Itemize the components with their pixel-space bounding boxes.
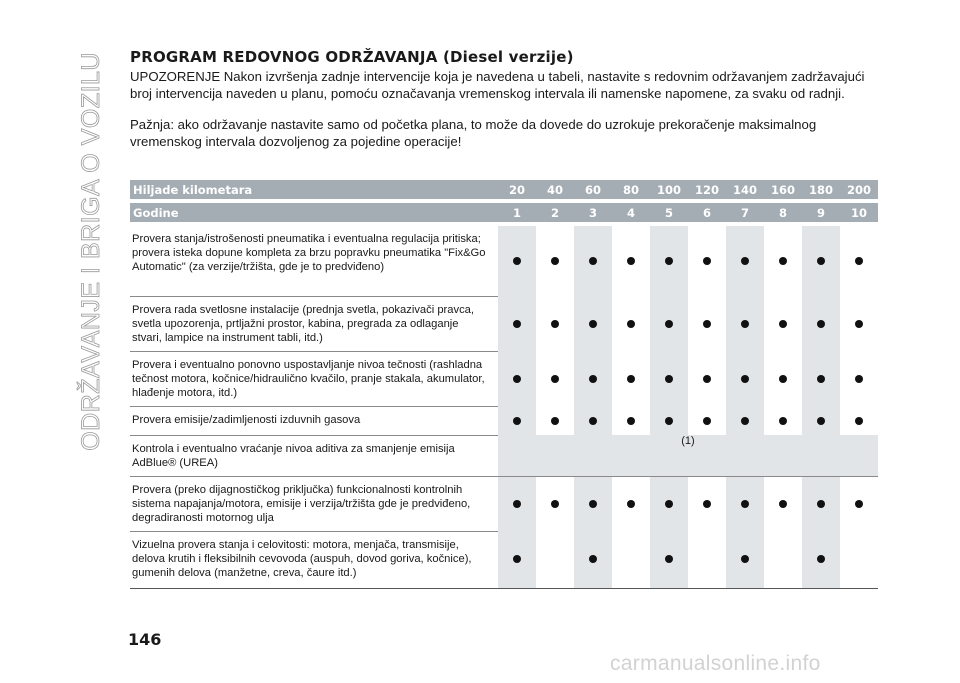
check-dot-icon (551, 500, 559, 508)
header-km-row-value: 120 (688, 180, 726, 199)
interval-cell (802, 406, 840, 435)
interval-cell (802, 296, 840, 351)
header-years-row-value: 7 (726, 203, 764, 222)
interval-cell (802, 531, 840, 588)
header-years-row-value: 1 (498, 203, 536, 222)
check-dot-icon (627, 320, 635, 328)
interval-cell (650, 406, 688, 435)
maintenance-schedule-table (130, 180, 878, 589)
interval-cell (726, 476, 764, 531)
check-dot-icon (779, 417, 787, 425)
header-years-row-value: 10 (840, 203, 878, 222)
attention-paragraph: Pažnja: ako održavanje nastavite samo od početka plana, to može da dovede do uzrokuje prekoračenje maksimalnog vremenskog intervala dozvoljenog za pojedine operacije! (130, 117, 817, 149)
interval-cell (840, 296, 878, 351)
interval-cell (840, 226, 878, 296)
interval-cell (612, 531, 650, 588)
check-dot-icon (703, 417, 711, 425)
check-dot-icon (665, 320, 673, 328)
check-dot-icon (779, 375, 787, 383)
check-dot-icon (779, 500, 787, 508)
check-dot-icon (855, 375, 863, 383)
header-years-row-value: 8 (764, 203, 802, 222)
interval-cell (574, 226, 612, 296)
header-km-row-value: 60 (574, 180, 612, 199)
interval-cell (688, 296, 726, 351)
check-dot-icon (665, 555, 673, 563)
operation-description: Provera rada svetlosne instalacije (prednja svetla, pokazivači pravca, svetla upozorenja, prtljažni prostor, kabina, pregrada za odlaganje stvari, lampice na instrument tabli, itd.) (130, 296, 498, 351)
check-dot-icon (817, 555, 825, 563)
watermark: carmanualsonline.info (610, 652, 821, 675)
header-years-row-value: 5 (650, 203, 688, 222)
table-row (130, 531, 878, 588)
interval-cell (840, 476, 878, 531)
interval-cell (726, 296, 764, 351)
interval-cell (498, 531, 536, 588)
interval-cell (802, 351, 840, 406)
interval-cell (688, 226, 726, 296)
interval-cell (688, 531, 726, 588)
check-dot-icon (741, 375, 749, 383)
interval-cell (498, 351, 536, 406)
check-dot-icon (703, 500, 711, 508)
header-km-row-value: 200 (840, 180, 878, 199)
check-dot-icon (741, 257, 749, 265)
check-dot-icon (589, 257, 597, 265)
interval-cell (574, 351, 612, 406)
table-row (130, 226, 878, 296)
page-heading: PROGRAM REDOVNOG ODRŽAVANJA (Diesel verzije) (130, 48, 574, 66)
check-dot-icon (741, 417, 749, 425)
check-dot-icon (589, 375, 597, 383)
header-km-row-value: 20 (498, 180, 536, 199)
interval-cell (840, 406, 878, 435)
check-dot-icon (589, 417, 597, 425)
table-row (130, 296, 878, 351)
header-years-row-label: Godine (130, 203, 498, 222)
header-years-row-value: 6 (688, 203, 726, 222)
interval-cell (612, 296, 650, 351)
page-number: 146 (128, 630, 162, 649)
check-dot-icon (513, 257, 521, 265)
interval-cell (764, 351, 802, 406)
interval-cell (764, 531, 802, 588)
page-content (130, 48, 878, 150)
header-years-row-value: 3 (574, 203, 612, 222)
interval-cell (612, 226, 650, 296)
check-dot-icon (779, 257, 787, 265)
interval-cell (650, 351, 688, 406)
header-years-row-value: 2 (536, 203, 574, 222)
header-years-row (130, 203, 878, 222)
check-dot-icon (513, 500, 521, 508)
interval-cell (612, 406, 650, 435)
check-dot-icon (513, 555, 521, 563)
check-dot-icon (551, 257, 559, 265)
interval-cell (764, 296, 802, 351)
table-row (130, 476, 878, 531)
table-row (130, 435, 878, 476)
check-dot-icon (589, 320, 597, 328)
interval-cell (764, 476, 802, 531)
interval-cell (650, 296, 688, 351)
interval-cell (840, 531, 878, 588)
check-dot-icon (855, 257, 863, 265)
check-dot-icon (855, 500, 863, 508)
check-dot-icon (855, 417, 863, 425)
header-km-row-value: 80 (612, 180, 650, 199)
interval-cell (688, 406, 726, 435)
interval-cell (612, 351, 650, 406)
interval-cell (574, 476, 612, 531)
check-dot-icon (665, 375, 673, 383)
interval-cell (688, 476, 726, 531)
interval-cell (726, 351, 764, 406)
check-dot-icon (817, 320, 825, 328)
check-dot-icon (627, 375, 635, 383)
interval-cell (650, 531, 688, 588)
operation-description: Vizuelna provera stanja i celovitosti: motora, menjača, transmisije, delova krutih i fleksibilnih cevovoda (auspuh, dovod goriva, kočnice), gumenih delova (manžetne, creva, čaure itd.) (130, 531, 498, 588)
interval-cell (536, 531, 574, 588)
check-dot-icon (703, 257, 711, 265)
header-years-row-value: 9 (802, 203, 840, 222)
check-dot-icon (665, 500, 673, 508)
check-dot-icon (741, 555, 749, 563)
check-dot-icon (817, 500, 825, 508)
header-km-row-label: Hiljade kilometara (130, 180, 498, 199)
operation-description: Provera emisije/zadimljenosti izduvnih gasova (130, 406, 498, 435)
check-dot-icon (665, 257, 673, 265)
check-dot-icon (741, 320, 749, 328)
check-dot-icon (627, 500, 635, 508)
operation-description: Provera stanja/istrošenosti pneumatika i eventualna regulacija pritiska; provera isteka dopune kompleta za brzu popravku pneumatika "Fix&Go Automatic" (za verzije/tržišta, gde je to predviđeno) (130, 226, 498, 296)
check-dot-icon (513, 417, 521, 425)
operation-description: Kontrola i eventualno vraćanje nivoa aditiva za smanjenje emisija AdBlue® (UREA) (130, 435, 498, 476)
interval-cell (498, 476, 536, 531)
interval-cell (688, 351, 726, 406)
check-dot-icon (817, 417, 825, 425)
interval-cell (726, 531, 764, 588)
header-km-row-value: 40 (536, 180, 574, 199)
header-km-row (130, 180, 878, 199)
check-dot-icon (817, 375, 825, 383)
check-dot-icon (551, 375, 559, 383)
operation-description: Provera (preko dijagnostičkog priključka) funkcionalnosti kontrolnih sistema napajanja/motora, emisije i verzija/tržišta gde je predviđeno, degradiranosti motornog ulja (130, 476, 498, 531)
interval-cell (498, 406, 536, 435)
note-reference: (1) (498, 435, 878, 476)
check-dot-icon (589, 555, 597, 563)
interval-cell (536, 476, 574, 531)
check-dot-icon (551, 417, 559, 425)
check-dot-icon (513, 375, 521, 383)
check-dot-icon (589, 500, 597, 508)
interval-cell (726, 406, 764, 435)
warning-paragraph: UPOZORENJE Nakon izvršenja zadnje intervencije koja je navedena u tabeli, nastavite s redovnim održavanjem zadržavajući broj intervencija naveden u planu, pomoću označavanja vremenskog intervala ili namenske napomene, za svaku od radnji. (130, 69, 865, 101)
interval-cell (840, 351, 878, 406)
interval-cell (802, 476, 840, 531)
interval-cell (650, 476, 688, 531)
interval-cell (574, 296, 612, 351)
check-dot-icon (703, 320, 711, 328)
check-dot-icon (855, 320, 863, 328)
header-km-row-value: 180 (802, 180, 840, 199)
interval-cell (536, 406, 574, 435)
interval-cell (536, 351, 574, 406)
check-dot-icon (741, 500, 749, 508)
check-dot-icon (817, 257, 825, 265)
check-dot-icon (551, 320, 559, 328)
check-dot-icon (627, 417, 635, 425)
interval-cell (498, 296, 536, 351)
interval-cell (764, 226, 802, 296)
interval-cell (764, 406, 802, 435)
interval-cell (498, 226, 536, 296)
interval-cell (536, 226, 574, 296)
interval-cell (574, 531, 612, 588)
side-title-text: ODRŽAVANJE I BRIGA O VOZILU (76, 52, 105, 451)
header-km-row-value: 100 (650, 180, 688, 199)
section-side-title (76, 52, 106, 451)
operation-description: Provera i eventualno ponovno uspostavljanje nivoa tečnosti (rashladna tečnost motora, kočnice/hidraulično kvačilo, pranje stakala, akumulator, hlađenje motora, itd.) (130, 351, 498, 406)
check-dot-icon (665, 417, 673, 425)
header-km-row-value: 140 (726, 180, 764, 199)
interval-cell (536, 296, 574, 351)
interval-cell (574, 406, 612, 435)
check-dot-icon (627, 257, 635, 265)
table-row (130, 351, 878, 406)
interval-cell (650, 226, 688, 296)
check-dot-icon (513, 320, 521, 328)
interval-cell (612, 476, 650, 531)
check-dot-icon (779, 320, 787, 328)
header-km-row-value: 160 (764, 180, 802, 199)
table-row (130, 406, 878, 435)
interval-cell (726, 226, 764, 296)
header-years-row-value: 4 (612, 203, 650, 222)
check-dot-icon (703, 375, 711, 383)
interval-cell (802, 226, 840, 296)
